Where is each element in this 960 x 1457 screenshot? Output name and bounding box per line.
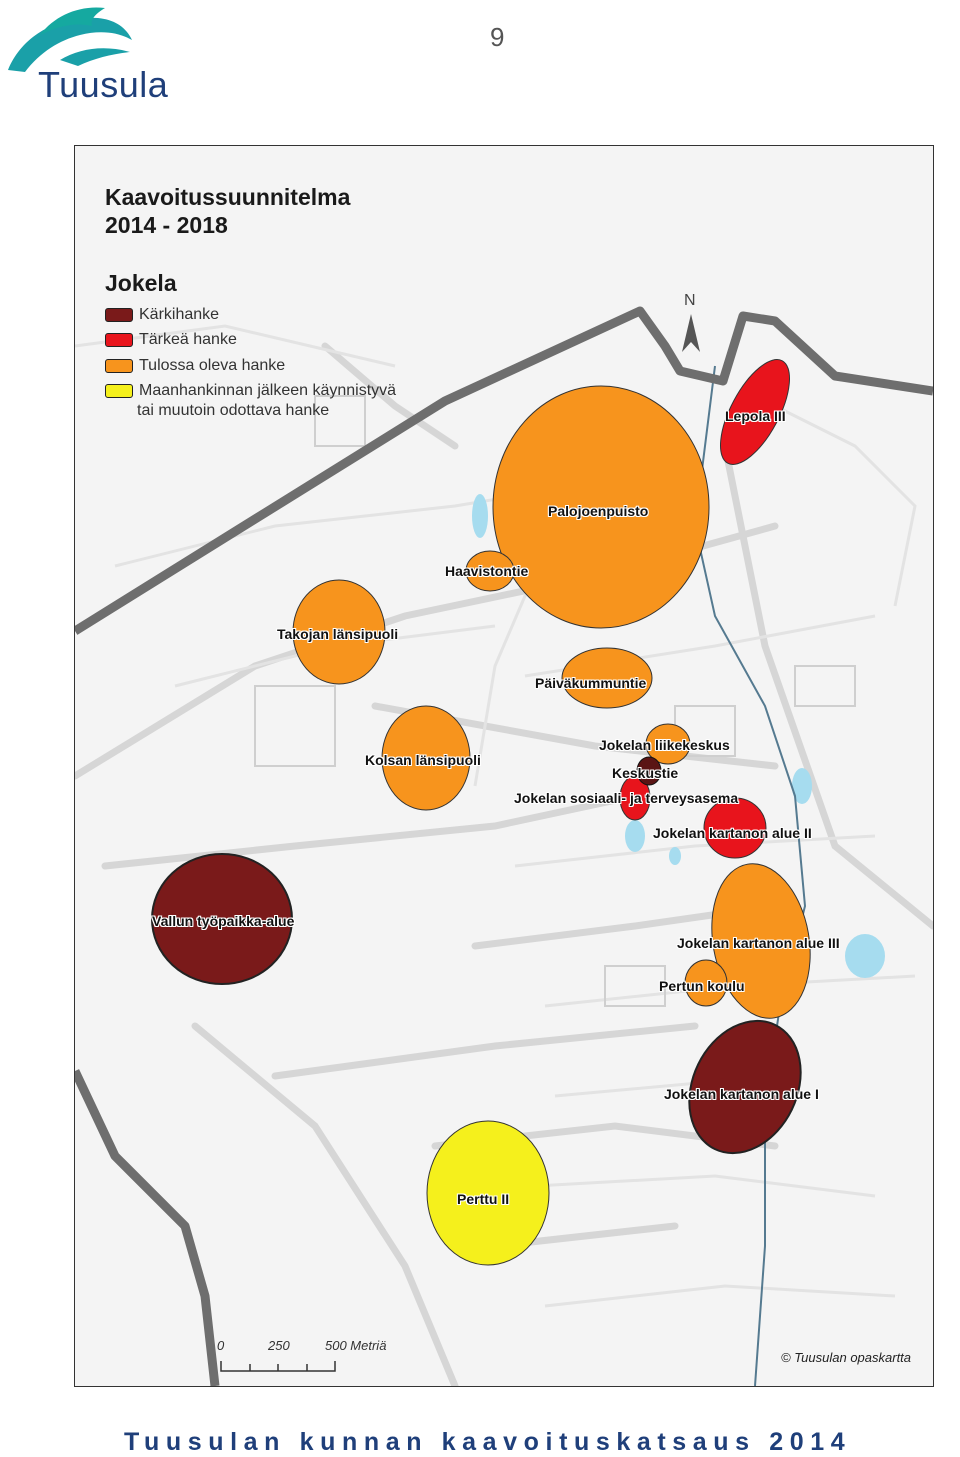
legend-item-odottava-hanke-line2: tai muutoin odottava hanke [137,402,330,419]
map-title-years: 2014 - 2018 [105,212,228,238]
label-takojan-lansipuoli: Takojan länsipuoli [277,626,399,642]
scale-label-250: 250 [268,1338,290,1353]
scale-bar [221,1361,335,1371]
north-label: N [684,292,696,309]
scale-label-500: 500 Metriä [325,1338,387,1353]
logo-text: Tuusula [38,64,169,105]
legend-item-karkihanke: Kärkihanke [105,306,219,324]
legend-swatch [105,384,133,398]
label-kartanon-alue-iii: Jokelan kartanon alue III [677,935,840,951]
label-perttu-ii: Perttu II [457,1191,510,1207]
area-title: Jokela [105,270,177,296]
label-jokelan-liikekeskus: Jokelan liikekeskus [599,737,730,753]
legend-swatch [105,359,133,373]
legend-item-tarkea-hanke: Tärkeä hanke [105,331,237,349]
footer-title: Tuusulan kunnan kaavoituskatsaus 2014 [124,1428,852,1456]
label-keskustie: Keskustie [612,765,679,781]
copyright: © Tuusulan opaskartta [781,1350,912,1365]
label-vallun-tyopaikka-alue: Vallun työpaikka-alue [152,913,295,929]
label-haavistontie: Haavistontie [445,563,529,579]
label-lepola-iii: Lepola III [725,408,786,424]
label-pertun-koulu: Pertun koulu [659,978,745,994]
legend-item-tulossa-oleva-hanke: Tulossa oleva hanke [105,357,285,375]
label-kartanon-alue-i: Jokelan kartanon alue I [664,1086,819,1102]
map-title: Kaavoitussuunnitelma [105,184,351,210]
legend-item-odottava-hanke: Maanhankinnan jälkeen käynnistyvä [105,382,396,400]
map [74,145,934,1387]
label-palojoenpuisto: Palojoenpuisto [548,503,649,519]
page-number: 9 [490,22,505,52]
legend-swatch [105,308,133,322]
tuusula-logo [0,0,175,105]
scale-label-0: 0 [217,1338,225,1353]
north-arrow-icon [682,314,700,352]
legend-swatch [105,333,133,347]
label-kolsan-lansipuoli: Kolsan länsipuoli [365,752,481,768]
label-paivakummuntie: Päiväkummuntie [535,675,647,691]
label-kartanon-alue-ii: Jokelan kartanon alue II [653,825,812,841]
label-sosiaali-terveysasema: Jokelan sosiaali- ja terveysasema [514,790,739,806]
